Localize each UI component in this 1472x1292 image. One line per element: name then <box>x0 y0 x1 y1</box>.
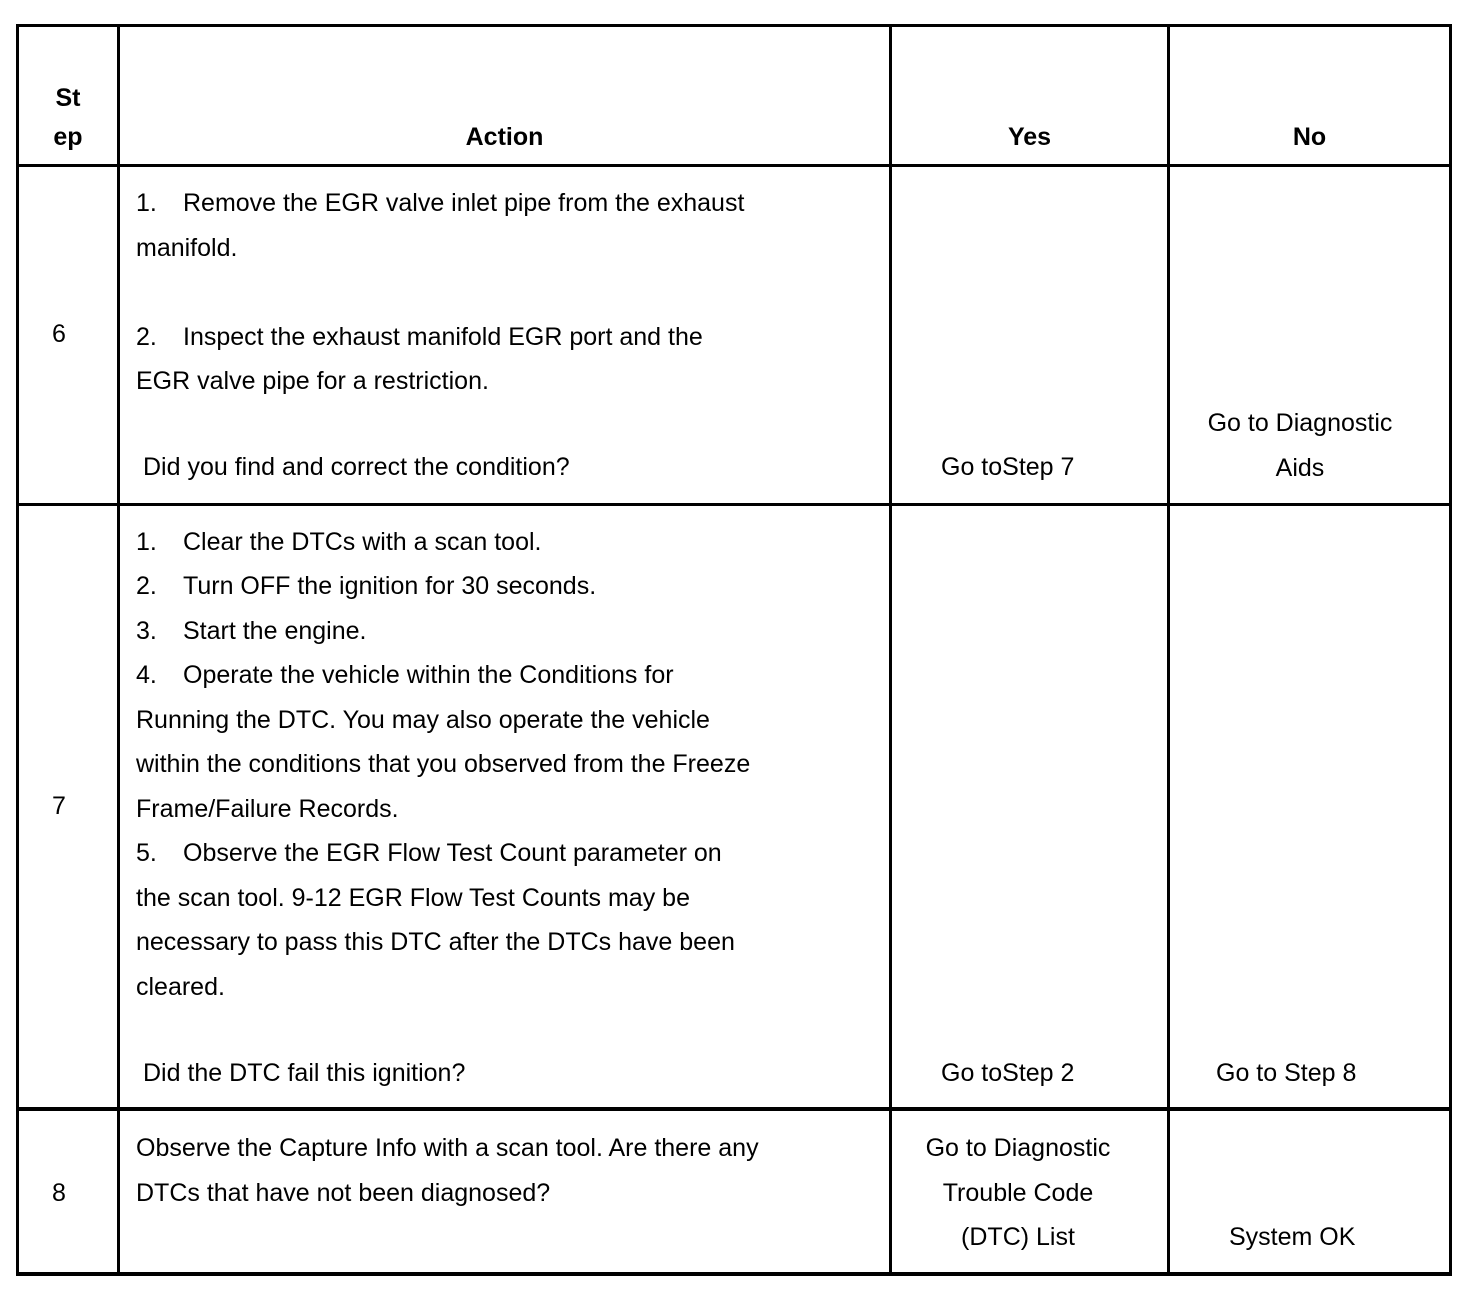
action-column-divider <box>889 24 892 1276</box>
step-8-action-line-1: Observe the Capture Info with a scan tool. Are there any <box>136 1134 759 1162</box>
step-8-no-result: System OK <box>1229 1223 1356 1251</box>
step-7-action-item-4-cont-1: Running the DTC. You may also operate the vehicle <box>136 706 710 734</box>
header-row-divider <box>16 164 1452 167</box>
step-7-action-item-5-cont-1: the scan tool. 9-12 EGR Flow Test Counts may be <box>136 884 690 912</box>
no-result-line2: Aids <box>1275 453 1325 482</box>
step-7-action-item-3 <box>136 609 366 654</box>
diagnostic-table <box>16 24 1452 1276</box>
table-border-right <box>1449 24 1452 1276</box>
step-7-action-item-4-cont-3: Frame/Failure Records. <box>136 795 399 823</box>
step-8-yes-result <box>892 1126 1144 1260</box>
step-7-action-item-5-cont-3: cleared. <box>136 973 225 1001</box>
step-7-action-item-5-cont-2: necessary to pass this DTC after the DTCs have been <box>136 928 735 956</box>
step-7-action-item-4 <box>136 653 674 698</box>
table-border-top <box>16 24 1452 27</box>
step-8-number: 8 <box>52 1179 66 1207</box>
list-text: Start the engine. <box>183 617 367 645</box>
step-column-divider <box>117 24 120 1276</box>
header-step <box>19 79 117 157</box>
list-number: 2. <box>136 323 157 351</box>
header-action: Action <box>465 123 544 151</box>
yes-result-line3: (DTC) List <box>961 1223 1075 1251</box>
list-number: 1. <box>136 528 157 556</box>
header-step-line1: St <box>55 84 81 112</box>
step-7-action-item-1 <box>136 520 541 565</box>
list-text: Clear the DTCs with a scan tool. <box>183 528 542 556</box>
step-6-action-item-1-cont: manifold. <box>136 234 238 262</box>
header-step-line2: ep <box>53 123 83 151</box>
step-6-number: 6 <box>52 320 66 348</box>
step-7-no-result: Go to Step 8 <box>1216 1059 1357 1087</box>
list-number: 4. <box>136 661 157 689</box>
list-number: 2. <box>136 572 157 600</box>
header-no: No <box>1292 123 1327 151</box>
step-7-action-item-5 <box>136 831 722 876</box>
list-text: Operate the vehicle within the Conditions for <box>183 661 674 689</box>
step-7-action-item-4-cont-2: within the conditions that you observed from the Freeze <box>136 750 751 778</box>
step-6-yes-result: Go toStep 7 <box>941 453 1075 481</box>
list-number: 5. <box>136 839 157 867</box>
list-text: Remove the EGR valve inlet pipe from the exhaust <box>183 189 745 217</box>
step-6-question: Did you find and correct the condition? <box>143 453 570 481</box>
step-6-action-item-2 <box>136 315 703 360</box>
step-6-action-item-1 <box>136 181 744 226</box>
row-6-divider <box>16 503 1452 506</box>
list-number: 3. <box>136 617 157 645</box>
step-8-action-line-2: DTCs that have not been diagnosed? <box>136 1179 551 1207</box>
step-7-question: Did the DTC fail this ignition? <box>143 1059 466 1087</box>
step-6-action-item-2-cont: EGR valve pipe for a restriction. <box>136 367 489 395</box>
no-result-line1: Go to Diagnostic <box>1207 409 1393 437</box>
table-border-bottom <box>16 1272 1452 1276</box>
table-border-left <box>16 24 19 1276</box>
row-7-divider <box>16 1107 1452 1111</box>
yes-result-line2: Trouble Code <box>942 1178 1094 1207</box>
list-text: Turn OFF the ignition for 30 seconds. <box>183 572 597 600</box>
header-yes: Yes <box>1007 123 1052 151</box>
list-number: 1. <box>136 189 157 217</box>
yes-result-line1: Go to Diagnostic <box>925 1134 1111 1162</box>
list-text: Observe the EGR Flow Test Count parameter on <box>183 839 722 867</box>
list-text: Inspect the exhaust manifold EGR port and the <box>183 323 703 351</box>
yes-column-divider <box>1167 24 1170 1276</box>
step-6-no-result <box>1170 401 1430 490</box>
step-7-yes-result: Go toStep 2 <box>941 1059 1075 1087</box>
step-7-action-item-2 <box>136 564 596 609</box>
step-7-number: 7 <box>52 792 66 820</box>
